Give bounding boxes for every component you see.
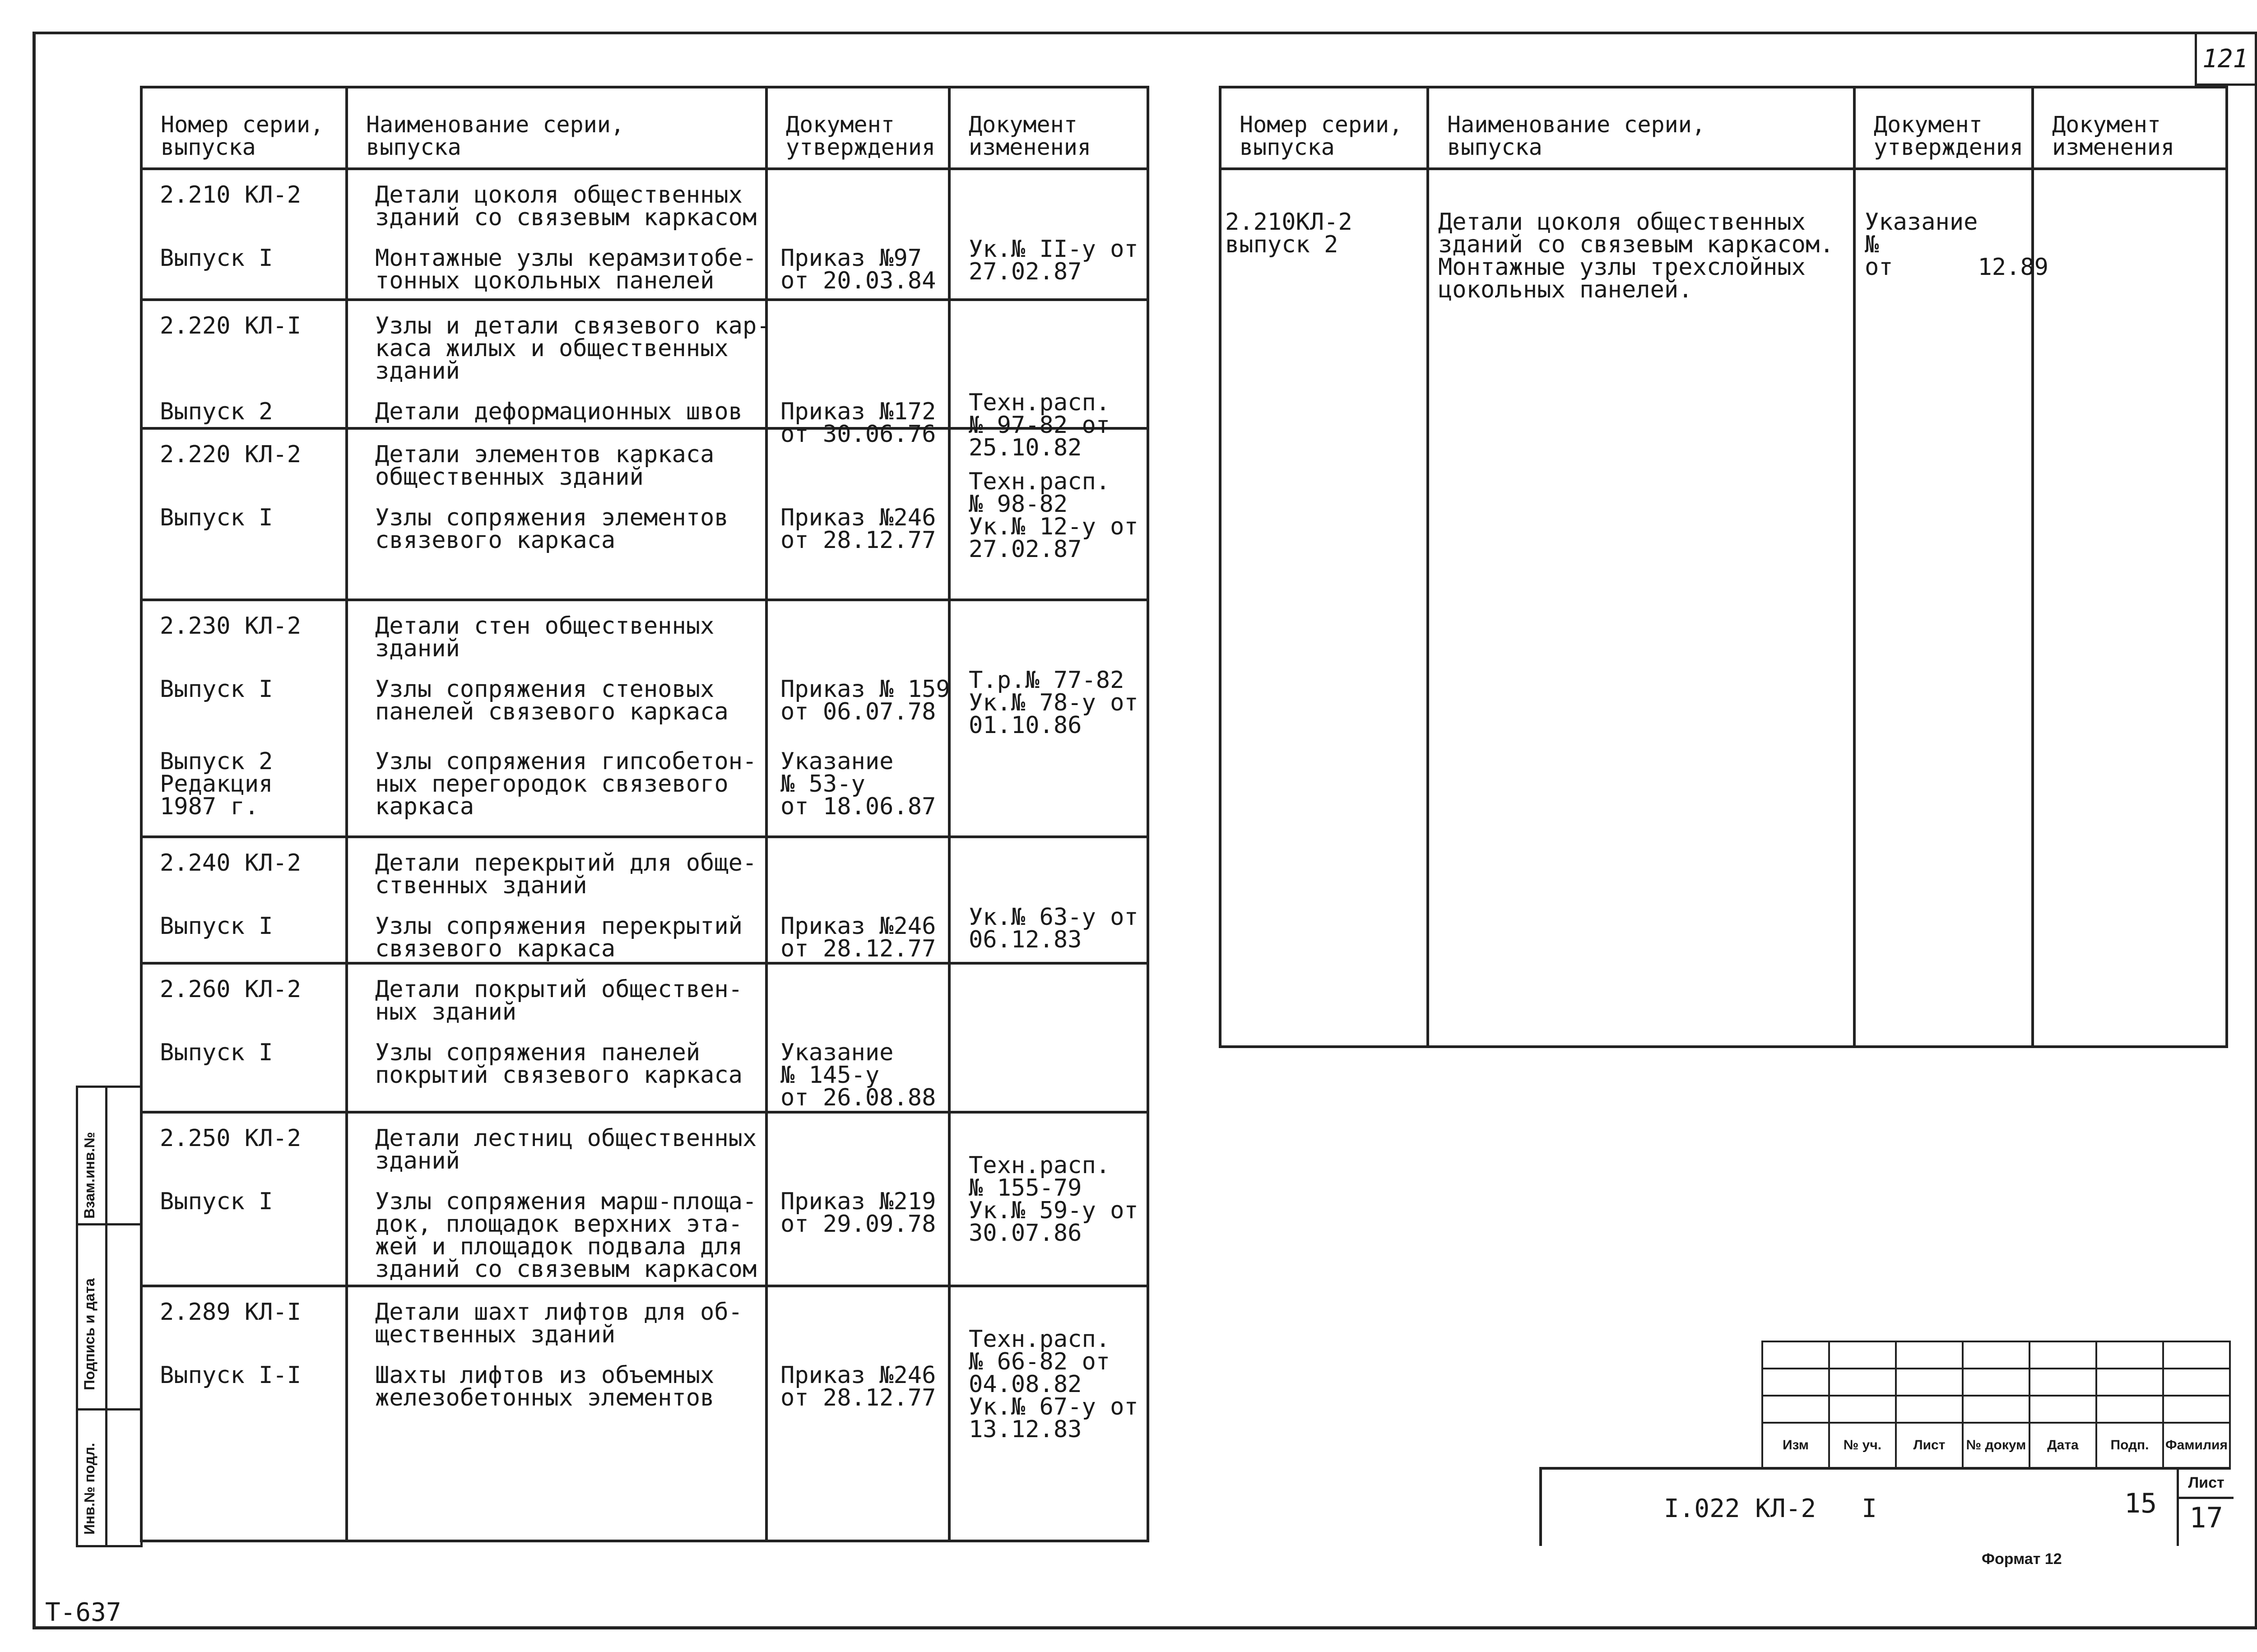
series-name: Узлы и детали связевого кар- каса жилых и общественных зданий [375, 312, 771, 385]
revision-column-3: Лист [1896, 1423, 1963, 1468]
issue-number-2: Выпуск 2 Редакция 1987 г. [160, 748, 273, 820]
approval-document: Приказ № 159 от 06.07.78 [780, 676, 950, 725]
approval-document: Приказ №246 от 28.12.77 [780, 504, 936, 554]
approval-document: Указание № от 12.89 [1865, 209, 2048, 281]
series-number: 2.289 КЛ-I [160, 1299, 302, 1326]
revision-grid [1761, 1341, 2231, 1469]
issue-name: Узлы сопряжения марш-площа- док, площадок верхних эта- жей и площадок подвала для зданий со связевым каркасом [375, 1188, 757, 1283]
left-table-row [141, 837, 1148, 963]
issue-name: Узлы сопряжения панелей покрытий связевого каркаса [375, 1039, 743, 1089]
change-document: Техн.расп. № 98-82 Ук.№ 12-у от 27.02.87 [969, 468, 1138, 563]
left-table-row [141, 169, 1148, 300]
title-block [1539, 1467, 2231, 1546]
change-document: Техн.расп. № 97-82 от 25.10.82 [969, 389, 1110, 461]
approval-document: Приказ №246 от 28.12.77 [780, 913, 936, 962]
right-header-1: Номер серии, выпуска [1220, 87, 1428, 169]
left-header-4: Документ изменения [949, 87, 1148, 169]
change-document: Т.р.№ 77-82 Ук.№ 78-у от 01.10.86 [969, 667, 1138, 739]
issue-number: Выпуск I [160, 1188, 273, 1215]
issue-name-2: Узлы сопряжения гипсобетон- ных перегородок связевого каркаса [375, 748, 757, 820]
series-number: 2.220 КЛ-I [160, 312, 302, 339]
issue-number: Выпуск I [160, 245, 273, 272]
right-table-row [1220, 169, 2227, 1047]
corner-mark [2195, 32, 2257, 86]
document-designation: I.022 КЛ-2 I [1664, 1494, 1877, 1523]
issue-name: Узлы сопряжения элементов связевого каркаса [375, 504, 729, 554]
approval-document: Указание № 145-у от 26.08.88 [780, 1039, 936, 1111]
corner-mark-text: 121 [2202, 44, 2248, 74]
change-document: Ук.№ II-у от 27.02.87 [969, 236, 1138, 285]
revision-column-1: Изм [1762, 1423, 1829, 1468]
replace-inventory-label: Взам.инв.№ [81, 1132, 98, 1219]
issue-name: Монтажные узлы керамзитобе- тонных цокольных панелей [375, 245, 757, 294]
approval-document: Приказ №219 от 29.09.78 [780, 1188, 936, 1238]
left-header-2: Наименование серии, выпуска [347, 87, 766, 169]
series-number: 2.260 КЛ-2 [160, 976, 302, 1003]
right-header-2: Наименование серии, выпуска [1428, 87, 1854, 169]
series-name: Детали покрытий обществен- ных зданий [375, 976, 743, 1026]
series-name: Детали стен общественных зданий [375, 613, 715, 662]
series-number: 2.210КЛ-2 выпуск 2 [1225, 209, 1352, 258]
sheet-value: 17 [2189, 1501, 2223, 1534]
sheet-box [2177, 1470, 2234, 1546]
signature-date-label: Подпись и дата [81, 1278, 98, 1390]
approval-document-2: Указание № 53-у от 18.06.87 [780, 748, 936, 820]
revision-column-2: № уч. [1829, 1423, 1896, 1468]
issue-number: Выпуск I [160, 1039, 273, 1066]
left-table-row [141, 1112, 1148, 1286]
left-table-row [141, 1286, 1148, 1541]
revision-column-7: Фамилия [2163, 1423, 2230, 1468]
issue-name: Узлы сопряжения перекрытий связевого каркаса [375, 913, 743, 962]
issue-name: Узлы сопряжения стеновых панелей связевого каркаса [375, 676, 729, 725]
right-header-3: Документ утверждения [1854, 87, 2033, 169]
issue-number: Выпуск I [160, 913, 273, 940]
series-number: 2.230 КЛ-2 [160, 613, 302, 640]
series-number: 2.220 КЛ-2 [160, 441, 302, 468]
issue-number: Выпуск 2 [160, 398, 273, 425]
right-header-4: Документ изменения [2033, 87, 2227, 169]
sheet-label: Лист [2179, 1470, 2234, 1499]
issue-number: Выпуск I [160, 676, 273, 703]
series-number: 2.240 КЛ-2 [160, 849, 302, 877]
bottom-left-code: Т-637 [45, 1598, 121, 1627]
left-header-3: Документ утверждения [766, 87, 949, 169]
left-header-1: Номер серии, выпуска [141, 87, 347, 169]
issue-number: Выпуск I-I [160, 1362, 302, 1389]
change-document: Техн.расп. № 66-82 от 04.08.82 Ук.№ 67-у от 13.12.83 [969, 1326, 1138, 1443]
series-name: Детали перекрытий для обще- ственных зданий [375, 849, 757, 899]
format-label: Формат 12 [1982, 1550, 2062, 1568]
left-table-row [141, 963, 1148, 1112]
approval-document: Приказ №97 от 20.03.84 [780, 245, 936, 294]
revision-column-6: Подп. [2096, 1423, 2163, 1468]
left-table-row [141, 600, 1148, 837]
series-number: 2.250 КЛ-2 [160, 1125, 302, 1152]
revision-column-4: № докум [1963, 1423, 2029, 1468]
approval-document: Приказ №246 от 28.12.77 [780, 1362, 936, 1411]
series-name: Детали цоколя общественных зданий со связевым каркасом [375, 181, 757, 231]
page-number: 15 [2124, 1488, 2157, 1519]
left-table-row [141, 300, 1148, 428]
issue-name: Шахты лифтов из объемных железобетонных элементов [375, 1362, 715, 1411]
series-name: Детали элементов каркаса общественных зданий [375, 441, 715, 491]
change-document: Техн.расп. № 155-79 Ук.№ 59-у от 30.07.86 [969, 1152, 1138, 1247]
series-name: Детали лестниц общественных зданий [375, 1125, 757, 1174]
change-document: Ук.№ 63-у от 06.12.83 [969, 904, 1138, 953]
issue-name: Детали деформационных швов [375, 398, 743, 425]
revision-column-5: Дата [2029, 1423, 2096, 1468]
series-number: 2.210 КЛ-2 [160, 181, 302, 209]
approval-document: Приказ №172 от 30.06.76 [780, 398, 936, 448]
series-name: Детали шахт лифтов для об- щественных зданий [375, 1299, 743, 1348]
original-inventory-label: Инв.№ подл. [81, 1443, 98, 1535]
issue-number: Выпуск I [160, 504, 273, 531]
series-name: Детали цоколя общественных зданий со связевым каркасом. Монтажные узлы трехслойных цокольных панелей. [1438, 209, 1834, 303]
